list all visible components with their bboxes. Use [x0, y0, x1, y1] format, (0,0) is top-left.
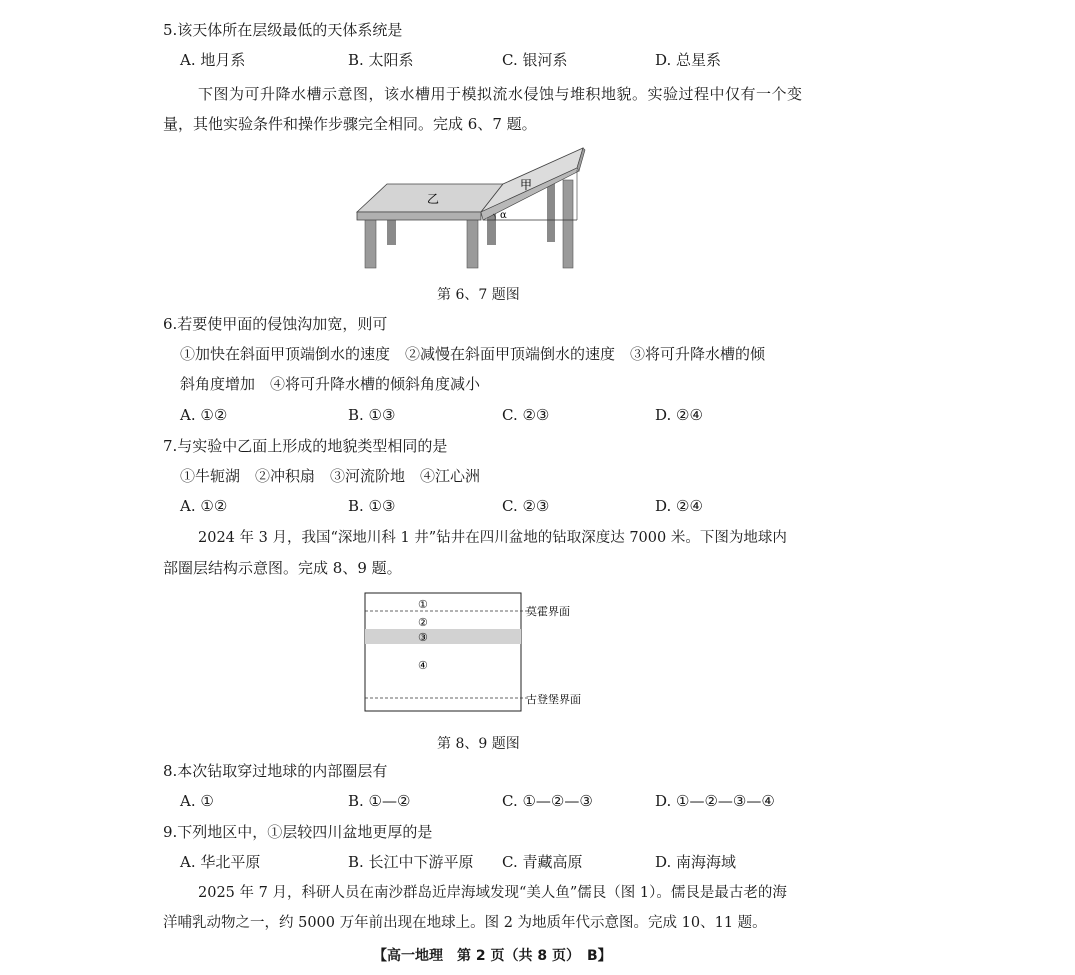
q7-option-a: A. ①② [180, 497, 228, 515]
layer-2-label: ② [418, 616, 428, 629]
q7-option-c: C. ②③ [502, 497, 550, 515]
earth-layers-figure [360, 590, 600, 718]
trough-leg [563, 180, 573, 268]
moho-label: 莫霍界面 [526, 605, 570, 618]
trough-leg [467, 218, 478, 268]
q6-choices-line1: ①加快在斜面甲顶端倒水的速度 ②减慢在斜面甲顶端倒水的速度 ③将可升降水槽的倾 [180, 345, 766, 363]
gutenberg-label: 古登堡界面 [526, 693, 581, 706]
q8-option-b: B. ①—② [348, 792, 411, 810]
q6-choices-line2: 斜角度增加 ④将可升降水槽的倾斜角度减小 [180, 375, 481, 393]
label-jia: 甲 [520, 178, 533, 192]
trough-figure [345, 140, 605, 275]
q9-option-a: A. 华北平原 [180, 853, 261, 871]
label-alpha: α [500, 210, 507, 221]
trough-leg [365, 218, 376, 268]
q6-stem: 6.若要使甲面的侵蚀沟加宽，则可 [163, 315, 388, 333]
layer-3-band [365, 629, 521, 644]
q8-option-c: C. ①—②—③ [502, 792, 593, 810]
intro-6-7-line2: 量，其他实验条件和操作步骤完全相同。完成 6、7 题。 [163, 115, 537, 133]
q6-option-c: C. ②③ [502, 406, 550, 424]
intro-8-9-line2: 部圈层结构示意图。完成 8、9 题。 [163, 559, 402, 577]
q6-option-b: B. ①③ [348, 406, 396, 424]
layer-3-label: ③ [418, 631, 428, 644]
q9-option-c: C. 青藏高原 [502, 853, 583, 871]
q5-option-d: D. 总星系 [655, 51, 722, 69]
figure-caption-8-9: 第 8、9 题图 [437, 736, 520, 752]
q6-option-d: D. ②④ [655, 406, 703, 424]
q6-option-a: A. ①② [180, 406, 228, 424]
q9-option-b: B. 长江中下游平原 [348, 853, 474, 871]
q7-option-b: B. ①③ [348, 497, 396, 515]
figure-caption-6-7: 第 6、7 题图 [437, 287, 520, 303]
surface-yi-edge [357, 212, 481, 220]
q7-stem: 7.与实验中乙面上形成的地貌类型相同的是 [163, 437, 448, 455]
q5-option-a: A. 地月系 [180, 51, 246, 69]
q8-option-d: D. ①—②—③—④ [655, 792, 775, 810]
intro-10-11-line1: 2025 年 7 月，科研人员在南沙群岛近岸海域发现“美人鱼”儒艮（图 1）。儒艮是最古老的海 [198, 885, 787, 901]
layer-4-label: ④ [418, 659, 428, 672]
q9-stem: 9.下列地区中，①层较四川盆地更厚的是 [163, 823, 433, 841]
q7-option-d: D. ②④ [655, 497, 703, 515]
q8-stem: 8.本次钻取穿过地球的内部圈层有 [163, 762, 388, 780]
q9-option-d: D. 南海海域 [655, 853, 737, 871]
intro-10-11-line2: 洋哺乳动物之一，约 5000 万年前出现在地球上。图 2 为地质年代示意图。完成 10、11 题。 [163, 915, 767, 931]
q5-option-c: C. 银河系 [502, 51, 568, 69]
intro-6-7-line1: 下图为可升降水槽示意图，该水槽用于模拟流水侵蚀与堆积地貌。实验过程中仅有一个变 [198, 85, 803, 103]
q8-option-a: A. ① [180, 792, 214, 810]
intro-8-9-line1: 2024 年 3 月，我国“深地川科 1 井”钻井在四川盆地的钻取深度达 7000 米。下图为地球内 [198, 530, 787, 546]
q7-choices: ①牛轭湖 ②冲积扇 ③河流阶地 ④江心洲 [180, 467, 481, 485]
q5-option-b: B. 太阳系 [348, 51, 414, 69]
q5-stem: 5.该天体所在层级最低的天体系统是 [163, 21, 403, 39]
page-footer: 【高一地理 第 2 页（共 8 页） B】 [373, 948, 612, 964]
layer-1-label: ① [418, 598, 428, 611]
trough-leg [547, 180, 555, 242]
label-yi: 乙 [427, 192, 440, 206]
